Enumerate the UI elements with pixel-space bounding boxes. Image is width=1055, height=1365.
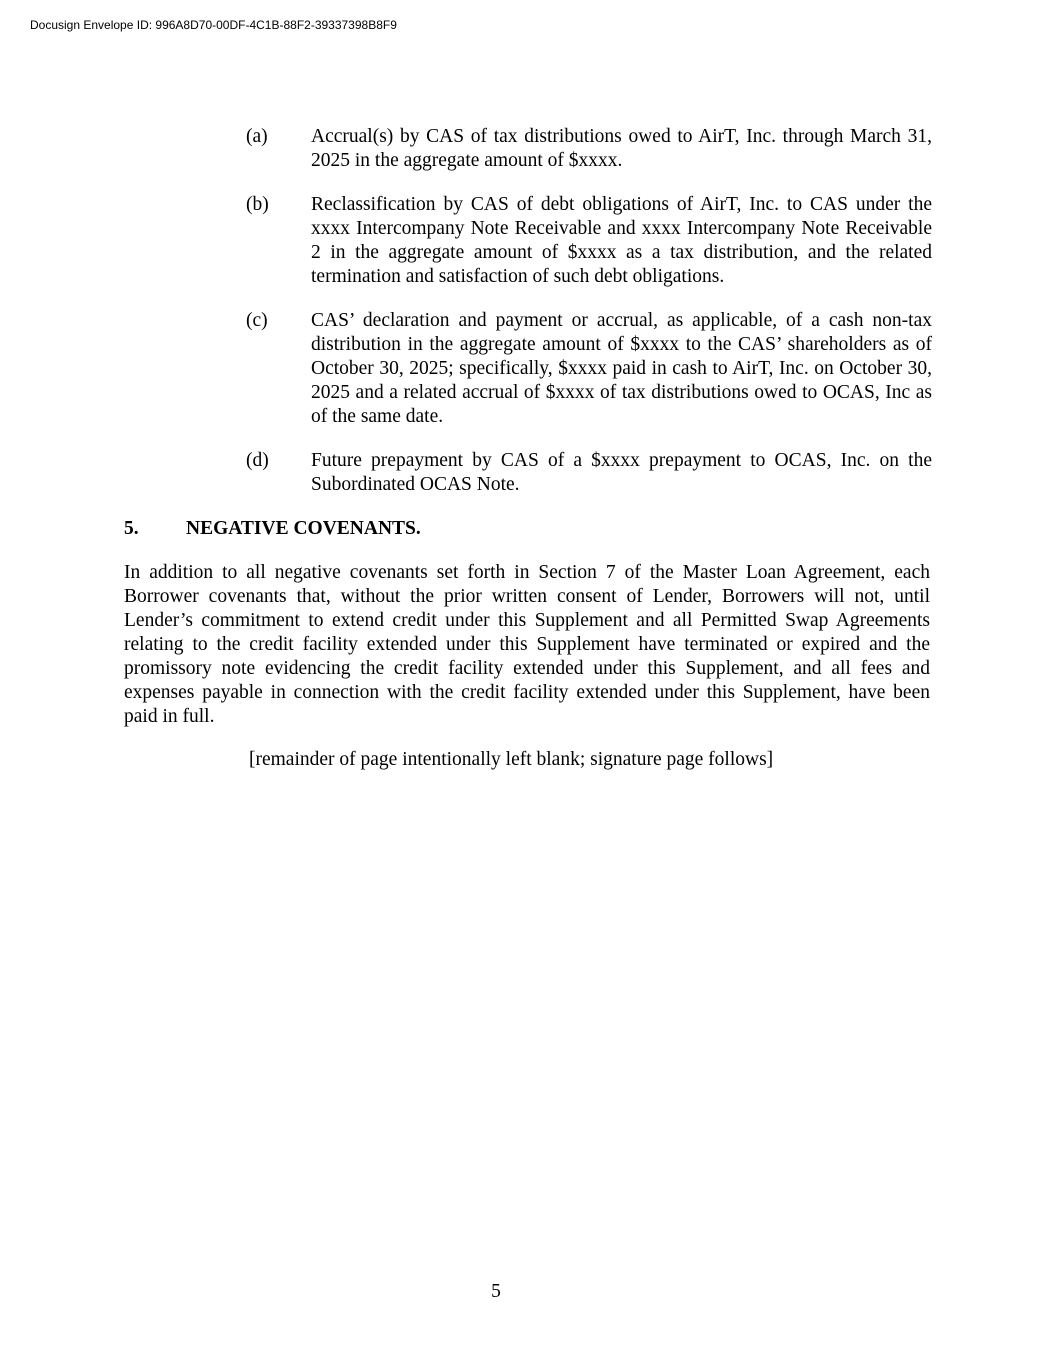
list-item-marker: (b) <box>246 194 269 215</box>
list-item-marker: (a) <box>246 126 268 147</box>
list-item-text: Accrual(s) by CAS of tax distributions owed to AirT, Inc. through March 31, 2025 in the aggregate amount of $xxxx. <box>311 126 932 171</box>
list-item-marker: (c) <box>246 310 268 331</box>
section-number: 5. <box>124 518 139 539</box>
list-item <box>246 125 932 173</box>
list-item-text: Reclassification by CAS of debt obligations of AirT, Inc. to CAS under the xxxx Intercompany Note Receivable and xxxx Intercompany Note Receivable 2 in the aggregate amount of $xxxx as a tax distribution, and the related termination and satisfaction of such debt obligations. <box>311 194 932 287</box>
section-title: NEGATIVE COVENANTS. <box>186 518 421 539</box>
list-item-text: Future prepayment by CAS of a $xxxx prepayment to OCAS, Inc. on the Subordinated OCAS Note. <box>311 450 932 495</box>
list-item-text: CAS’ declaration and payment or accrual, as applicable, of a cash non-tax distribution in the aggregate amount of $xxxx to the CAS’ shareholders as of October 30, 2025; specifically, $xxxx paid in cash to AirT, Inc. on October 30, 2025 and a related accrual of $xxxx of tax distributions owed to OCAS, Inc as of the same date. <box>311 310 932 427</box>
section-heading <box>124 517 421 541</box>
blank-page-note: [remainder of page intentionally left blank; signature page follows] <box>249 749 774 770</box>
list-item <box>246 449 932 497</box>
list-item <box>246 193 932 289</box>
section-body: In addition to all negative covenants set forth in Section 7 of the Master Loan Agreement, each Borrower covenants that, without the prior written consent of Lender, Borrowers will not, until Lender’s commitment to extend credit under this Supplement and all Permitted Swap Agreements relating to the credit facility extended under this Supplement have terminated or expired and the promissory note evidencing the credit facility extended under this Supplement, and all fees and expenses payable in connection with the credit facility extended under this Supplement, have been paid in full. <box>124 562 930 727</box>
envelope-id: Docusign Envelope ID: 996A8D70-00DF-4C1B-88F2-39337398B8F9 <box>30 18 397 32</box>
page-number: 5 <box>491 1281 501 1302</box>
list-item <box>246 309 932 429</box>
list-item-marker: (d) <box>246 450 269 471</box>
